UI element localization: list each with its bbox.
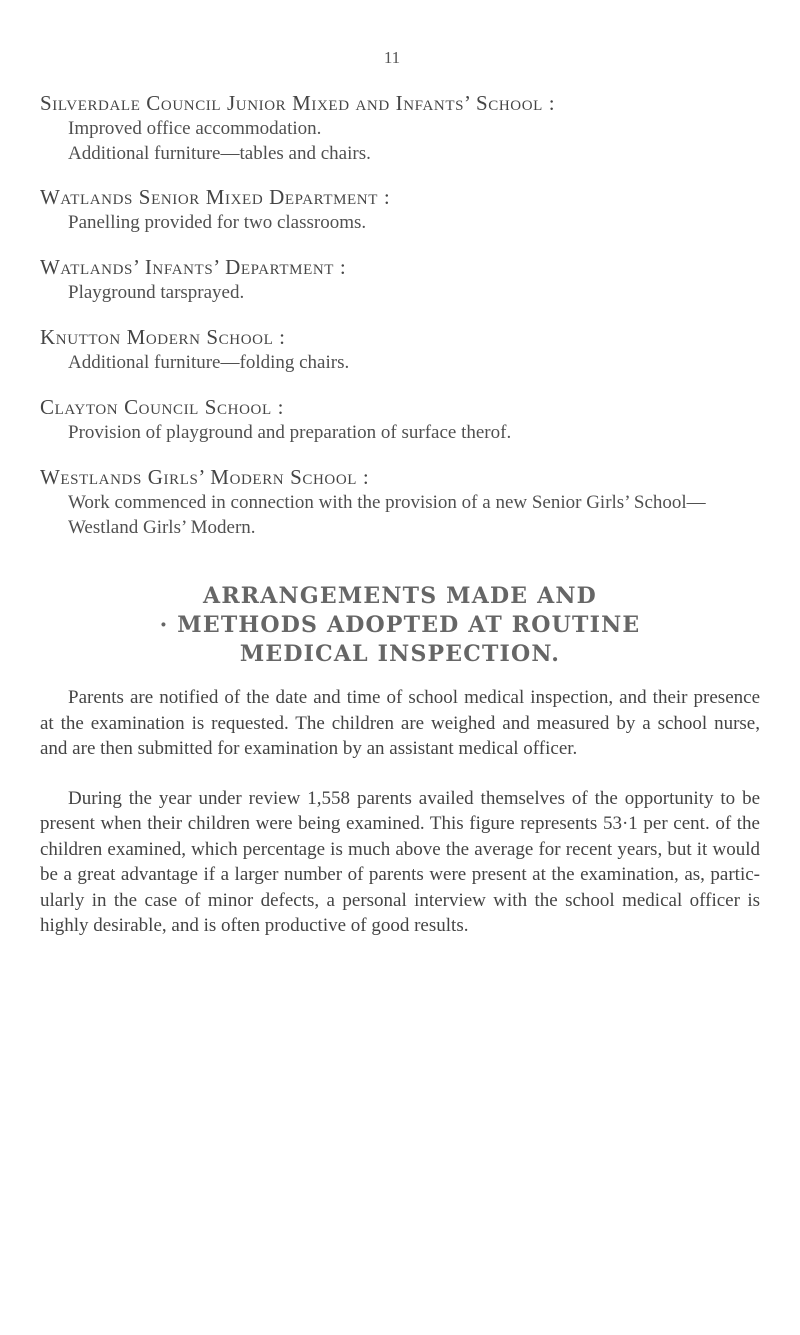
section-title-line: MEDICAL INSPECTION. bbox=[239, 641, 561, 667]
section-title bbox=[40, 582, 760, 669]
school-entry-silverdale bbox=[40, 90, 760, 166]
school-heading: Knutton Modern School : bbox=[40, 325, 286, 349]
body-paragraph: During the year under review 1,558 parents availed themselves of the opportunity to be present when their children were being examined. This figure represents 53·1 per cent. of the children examined, which percentage is much above the average for recent years, but it would be a great advantage if a larger number of parents were present at the examination, as, particularly in the case of minor defects, a personal interview with the school medical officer is highly desirable, and is often productive of good results. bbox=[40, 787, 760, 936]
school-heading: Westlands Girls’ Modern School : bbox=[40, 465, 370, 489]
section-title-line: ARRANGEMENTS MADE AND bbox=[203, 583, 597, 609]
school-heading: Clayton Council School : bbox=[40, 395, 285, 419]
school-improvement-item: Playground tarsprayed. bbox=[68, 282, 245, 303]
school-entry-clayton bbox=[40, 394, 760, 445]
school-entry-westlands bbox=[40, 464, 760, 540]
school-improvement-item: Work commenced in connection with the provision of a new Senior Girls’ School—Westland Girls’ Modern. bbox=[68, 492, 706, 538]
school-entry-knutton bbox=[40, 324, 760, 375]
school-improvement-item: Additional furniture—tables and chairs. bbox=[68, 143, 371, 164]
section-title-line: · METHODS ADOPTED AT ROUTINE bbox=[159, 612, 641, 638]
body-paragraph: Parents are notified of the date and time of school medical inspection, and their presence at the examination is requested. The children are weighed and measured by a school nurse, and are then submitted for examination by an assistant medical officer. bbox=[40, 687, 760, 759]
school-heading: Watlands’ Infants’ Department : bbox=[40, 255, 347, 279]
page-number: 11 bbox=[383, 48, 401, 67]
school-heading: Silverdale Council Junior Mixed and Infants’ School : bbox=[40, 91, 556, 115]
school-heading: Watlands Senior Mixed Department : bbox=[40, 185, 391, 209]
school-improvement-item: Improved office accommodation. bbox=[68, 118, 322, 139]
school-entry-watlands-senior bbox=[40, 184, 760, 235]
school-improvement-item: Provision of playground and preparation of surface therof. bbox=[68, 422, 512, 443]
school-improvement-item: Panelling provided for two classrooms. bbox=[68, 212, 367, 233]
page-content bbox=[40, 90, 760, 939]
school-improvement-item: Additional furniture—folding chairs. bbox=[68, 352, 350, 373]
school-entry-watlands-infants bbox=[40, 254, 760, 305]
